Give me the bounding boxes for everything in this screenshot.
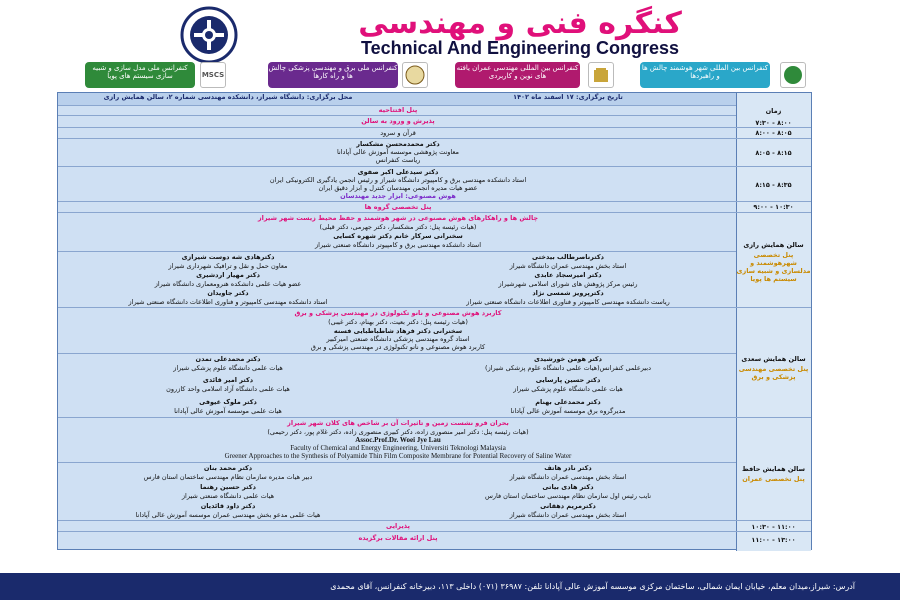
panel1-keynote: سخنرانی سرکار خانم دکتر شهره کسایی bbox=[333, 232, 463, 240]
reception-end: پذیرایی bbox=[386, 522, 410, 530]
panel3-topic-en: Greener Approaches to the Synthesis of Polyamide Thin Film Composite Membrane for Potential Recovery of Saline Water bbox=[224, 452, 572, 460]
speaker2-title2: عضو هیات مدیره انجمن مهندسان کنترل و ابزار دقیق ایران bbox=[318, 184, 478, 192]
best-papers-panel: پنل ارائه مقالات برگزیده bbox=[358, 534, 438, 542]
seal-logo-2 bbox=[588, 62, 614, 88]
panel1-keynote-title: استاد دانشکده مهندسی برق و کامپیوتر دانشگاه صنعتی شیراز bbox=[314, 241, 482, 249]
seal-logo-3 bbox=[780, 62, 806, 88]
panel3-title: بحران فرو نشست زمین و تاثیرات آن بر شاخص های کلان شهر شیراز bbox=[287, 419, 509, 427]
panel1-members: (هیات رئیسه پنل: دکتر مشکسار، دکتر جهرمی، دکتر قیلی) bbox=[319, 223, 477, 231]
hall-razi: سالن همایش رازی bbox=[743, 241, 804, 249]
time-slot-1: ۸:۰۰ - ۷:۳۰ bbox=[755, 119, 792, 127]
congress-logo bbox=[172, 6, 246, 64]
table-date: تاریخ برگزاری: ۱۷ اسفند ماه ۱۴۰۲ bbox=[513, 93, 623, 101]
panel3-speaker-en: Assoc.Prof.Dr. Woei Jye Lau bbox=[355, 436, 441, 444]
time-column bbox=[736, 93, 811, 551]
badge-civil: کنفرانس بین المللی مهندسی عمران یافته های نوین و کاربردی bbox=[455, 62, 580, 88]
msccs-logo: MSCS bbox=[200, 62, 226, 88]
quran-row: قرآن و سرود bbox=[380, 129, 416, 137]
speaker2-title1: استاد دانشکده مهندسی برق و کامپیوتر دانشگاه شیراز و رئیس انجمن یادگیری الکترونیکی ایران bbox=[269, 176, 527, 184]
panel3-affiliation-en: Faculty of Chemical and Energy Engineering, Universiti Teknologi Malaysia bbox=[290, 444, 506, 452]
table-venue: محل برگزاری: دانشگاه شیراز، دانشکده مهندسی شماره ۲، سالن همایش رازی bbox=[103, 93, 353, 101]
badge-electrical: کنفرانس ملی برق و مهندسی پزشکی چالش ها و راه کارها bbox=[268, 62, 398, 88]
table-header-row bbox=[58, 93, 738, 105]
hall-saadi-sub: پنل تخصصی مهندسی پزشکی و برق bbox=[738, 365, 809, 381]
hall-saadi: سالن همایش سعدی bbox=[741, 355, 806, 363]
hall-razi-sub: پنل تخصصی شهرهوشمند و مدلسازی و شبیه سازی سیستم ها پویا bbox=[736, 251, 811, 283]
panel2-keynote-title1: استاد گروه مهندسی پزشکی دانشگاه صنعتی امیرکبیر bbox=[326, 335, 470, 343]
seal-logo-1 bbox=[402, 62, 428, 88]
speaker1-role: ریاست کنفرانس bbox=[375, 156, 421, 164]
time-slot-4: ۸:۳۵ - ۸:۱۵ bbox=[755, 181, 792, 189]
panel2-keynote: سخنرانی دکتر فرهاد شاطباطبایی فسنه bbox=[333, 327, 463, 335]
time-slot-5: ۱۰:۳۰ - ۹:۰۰ bbox=[753, 203, 794, 211]
header bbox=[0, 0, 900, 92]
panel1-pair-1: دکترناصرطالب بیدختی دکترهادی شه دوست شیرازی bbox=[181, 253, 604, 261]
footer-address: آدرس: شیراز،میدان معلم، خیابان ایمان شمالی، ساختمان مرکزی موسسه آموزش عالی آپادانا تلفن: ۳۶۹۸۷ (۰۷۱) داخلی ۱۱۳، دبیرخانه کنفرانس، آقای محمدی bbox=[0, 573, 900, 600]
speaker2-name: دکتر سیدعلی اکبر صفوی bbox=[357, 168, 439, 176]
hall-hafez: سالن همایش حافظ bbox=[742, 465, 805, 473]
panel-groups: پنل تخصصی گروه ها bbox=[364, 203, 432, 211]
time-slot-7: ۱۳:۰۰ - ۱۱:۰۰ bbox=[751, 536, 796, 544]
panel2-title: کاربرد هوش مصنوعی و نانو تکنولوژی در مهندسی پزشکی و برق bbox=[294, 309, 502, 317]
speaker1-title: معاونت پژوهشی موسسه آموزش عالی آپادانا bbox=[336, 148, 460, 156]
congress-title-fa: کنگره فنی و مهندسی bbox=[358, 6, 682, 41]
time-header: زمان bbox=[765, 107, 782, 115]
speaker2-topic: هوش مصنوعی: ابزار جدید مهندسان bbox=[340, 192, 456, 200]
badge-modeling: کنفرانس ملی مدل سازی و شبیه سازی سیستم های پویا bbox=[85, 62, 195, 88]
speaker1-name: دکتر محمدمحسن مشکسار bbox=[356, 140, 440, 148]
time-slot-6: ۱۱:۰۰ - ۱۰:۳۰ bbox=[751, 523, 796, 531]
panel2-keynote-title2: کاربرد هوش مصنوعی و نانو تکنولوژی در مهندسی پزشکی و برق bbox=[310, 343, 486, 351]
congress-title-en: Technical And Engineering Congress bbox=[360, 38, 680, 58]
panel3-members: (هیات رئیسه پنل: دکتر امیر منصوری زاده، دکتر کبیری منصوری زاده، دکتر غلام پور، دکتر رحیمی) bbox=[267, 428, 529, 436]
time-slot-3: ۸:۱۵ - ۸:۰۵ bbox=[755, 149, 792, 157]
time-slot-2: ۸:۰۵ - ۸:۰۰ bbox=[755, 129, 792, 137]
reception-row: پذیرش و ورود به سالن bbox=[361, 117, 435, 125]
hall-hafez-sub: پنل تخصصی عمران bbox=[742, 475, 805, 483]
program-table: تاریخ برگزاری: ۱۷ اسفند ماه ۱۴۰۲ محل برگزاری: دانشگاه شیراز، دانشکده مهندسی شماره ۲، سالن همایش رازی پنل افتتاحیه پذیرش و ورود به سالن قرآن و سرود دکتر محمدمحسن مشکسار معاونت پژوهشی موسسه آموزش عالی آپادانا ریاست کنفرانس دکتر سیدعلی اکبر صفوی استاد دانشکده مهندسی برق و کامپیوتر دانشگاه شیراز و رئیس انجمن یادگیری الکترونیکی ایران عضو هیات مدیره انجمن مهندسان کنترل و ابزار دقیق ایران هوش مصنوعی: ابزار جدید مهندسان پنل تخصصی گروه ها چالش ها و راهکارهای هوش مصنوعی در شهر هوشمند و حفظ محیط زیست شهر شیراز (هیات رئیسه پنل: دکتر مشکسار، دکتر جهرمی، دکتر قیلی) سخنرانی سرکار خانم دکتر شهره کسایی استاد دانشکده مهندسی برق و کامپیوتر دانشگاه صنعتی شیراز دکترناصرطالب بیدختی دکترهادی شه دوست شیرازی استاد بخش مهندسی عمران دانشگاه شیراز معاون حمل و نقل و ترافیک شهرداری شیراز دکتر امیرسجاد عابدی دکتر مهیار اردشیری رئیس مرکز پژوهش های شورای اسلامی شهرشیراز عضو هیات علمی دانشکده هنرومعماری دانشگاه شیراز دکترپرویز شمسی نژاد دکتر جاویدان ریاست دانشکده مهندسی کامپیوتر و فناوری اطلاعات دانشگاه صنعتی شیراز استاد دانشکده مهندسی کامپیوتر و فناوری اطلاعات دانشگاه صنعتی شیراز کاربرد هوش مصنوعی و نانو تکنولوژی در مهندسی پزشکی و برق (هیات رئیسه پنل: دکتر بعیت، دکتر بهنام، دکتر غیبی) سخنرانی دکتر فرهاد شاطباطبایی فسنه استاد گروه مهندسی پزشکی دانشگاه صنعتی امیرکبیر کاربرد هوش مصنوعی و نانو تکنولوژی در مهندسی پزشکی و برق دکتر هومن خورشیدی دکتر محمدعلی تمدن دبیرعلمی کنفرانس(هیات علمی دانشگاه علوم پزشکی شیراز) هیات علمی دانشگاه علوم پزشکی شیراز دکتر حسین پارسایی دکتر امیر قائدی هیات علمی دانشگاه علوم پزشکی شیراز هیات علمی دانشگاه آزاد اسلامی واحد کازرون دکتر محمدعلی بهنام دکتر ملوک غیوفی مدیرگروه برق موسسه آموزش عالی آپادانا هیات علمی موسسه آموزش عالی آپادانا بحران فرو نشست زمین و تاثیرات آن بر شاخص های کلان شهر شیراز (هیات رئیسه پنل: دکتر امیر منصوری زاده، دکتر کبیری منصوری زاده، دکتر غلام پور، دکتر رحیمی) Assoc.Prof.Dr. Woei Jye Lau Faculty of Chemical and Energy Engineering, Universiti Teknologi Malaysia Greener Approaches to the Synthesis of Polyamide Thin Film Composite Membrane for Potential Recovery of Saline Water دکتر نادر هاتف دکتر محمد بنان استاد بخش مهندسی عمران دانشگاه شیراز دبیر هیات مدیره سازمان نظام مهندسی ساختمان استان فارس دکتر هادی بیاتی دکتر حسین رهنما نایب رئیس اول سازمان نظام مهندسی ساختمان استان فارس هیات علمی دانشگاه صنعتی شیراز دکترمریم دهقانی دکتر داود قائدیان استاد بخش مهندسی عمران دانشگاه شیراز هیات علمی مدعو بخش مهندسی عمران موسسه آموزش عالی آپادانا پذیرایی پنل ارائه مقالات برگزیده زمان ۸:۰۰ - ۷:۳۰ ۸:۰۵ - ۸:۰۰ ۸:۱۵ - ۸:۰۵ ۸:۳۵ - ۸:۱۵ ۱۰:۳۰ - ۹:۰۰ سالن همایش رازی پنل تخصصی شهرهوشمند و مدلسازی و شبیه سازی سیستم ها پویا سالن همایش سعدی پنل تخصصی مهندسی پزشکی و برق سالن همایش حافظ پنل تخصصی عمران ۱۱:۰۰ - ۱۰:۳۰ ۱۳:۰۰ - ۱۱:۰۰ bbox=[57, 92, 812, 550]
panel2-members: (هیات رئیسه پنل: دکتر بعیت، دکتر بهنام، دکتر غیبی) bbox=[328, 318, 468, 326]
panel-opening: پنل افتتاحیه bbox=[378, 106, 418, 114]
badge-smart-city: کنفرانس بین المللی شهر هوشمند چالش ها و راهبردها bbox=[640, 62, 770, 88]
panel1-title: چالش ها و راهکارهای هوش مصنوعی در شهر هوشمند و حفظ محیط زیست شهر شیراز bbox=[257, 214, 539, 222]
